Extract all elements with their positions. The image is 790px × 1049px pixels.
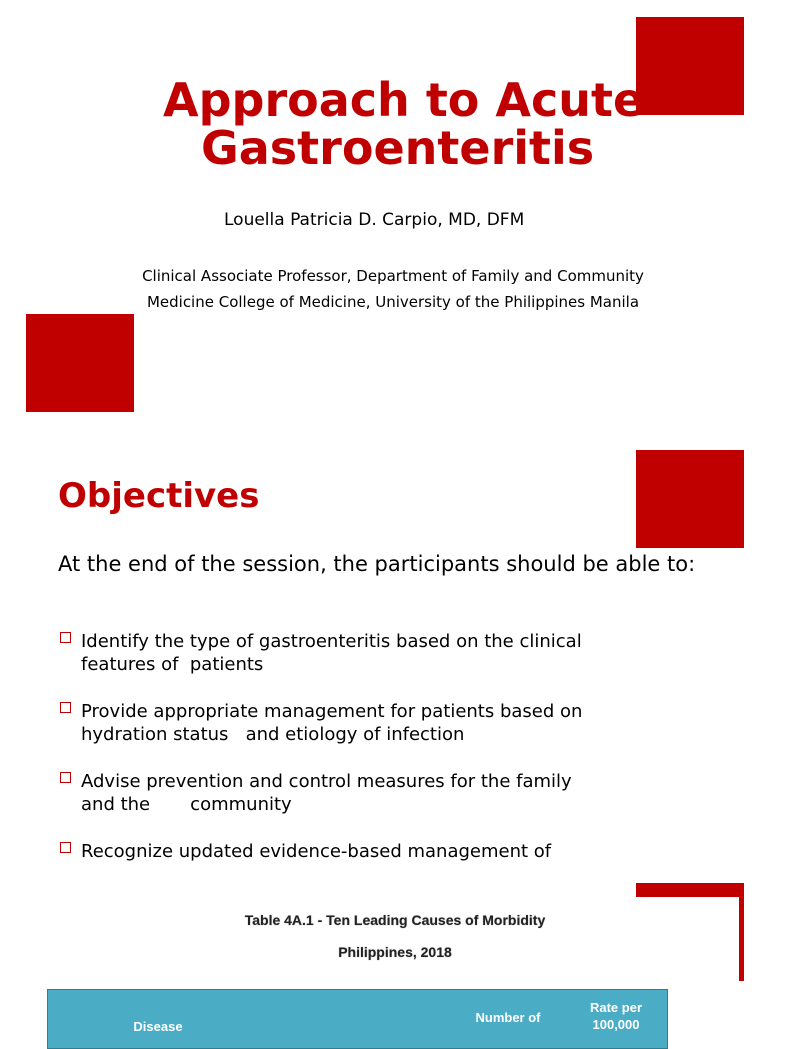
column-header-number: Number of	[475, 1010, 541, 1025]
objectives-slide	[0, 432, 768, 872]
title-slide	[0, 0, 768, 430]
column-header-rate: Rate per 100,000	[589, 1000, 643, 1032]
list-item	[58, 700, 658, 746]
decorative-corner-line	[739, 883, 744, 981]
affiliation-line-2: Medicine College of Medicine, University of the Philippines Manila	[146, 293, 640, 311]
list-item	[58, 840, 658, 863]
objective-text: Provide appropriate management for patients based on hydration status and etiology of infection	[81, 701, 583, 745]
affiliation-line-1: Clinical Associate Professor, Department of Family and Community	[142, 267, 644, 285]
objective-text: Identify the type of gastroenteritis based on the clinical features of patients	[81, 631, 582, 675]
author-affiliation	[0, 263, 786, 315]
table-title: Table 4A.1 - Ten Leading Causes of Morbidity	[244, 912, 546, 928]
list-item	[58, 770, 658, 816]
presentation-title: Approach to Acute Gastroenteritis	[163, 73, 645, 175]
square-bullet-icon	[60, 632, 71, 643]
objective-text: Advise prevention and control measures for the family and the community	[81, 771, 572, 815]
table-subtitle: Philippines, 2018	[338, 944, 452, 960]
column-header-disease: Disease	[133, 1019, 183, 1034]
morbidity-table-slide	[0, 874, 768, 1034]
square-bullet-icon	[60, 702, 71, 713]
list-item	[58, 630, 658, 676]
decorative-red-square	[636, 450, 744, 548]
table-header-row	[47, 989, 668, 1049]
objectives-list	[58, 630, 658, 887]
author-name: Louella Patricia D. Carpio, MD, DFM	[224, 210, 525, 230]
decorative-corner-bar	[636, 883, 744, 897]
objectives-intro: At the end of the session, the participants should be able to:	[58, 552, 696, 576]
decorative-red-square-left	[26, 314, 134, 412]
objective-text: Recognize updated evidence-based management of	[81, 841, 552, 862]
objectives-heading: Objectives	[58, 476, 260, 516]
square-bullet-icon	[60, 772, 71, 783]
square-bullet-icon	[60, 842, 71, 853]
